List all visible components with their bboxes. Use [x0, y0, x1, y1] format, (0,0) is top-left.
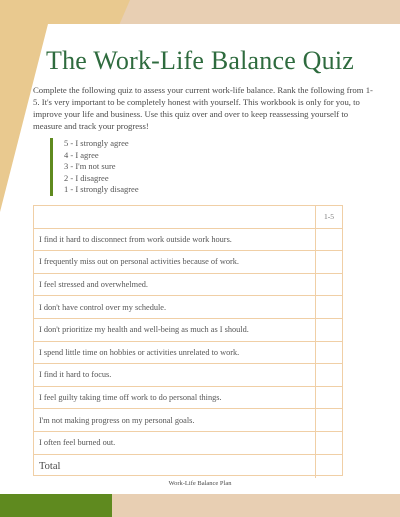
question-cell: I feel guilty taking time off work to do personal things.	[34, 387, 316, 409]
question-cell: I find it hard to disconnect from work outside work hours.	[34, 229, 316, 251]
table-row	[34, 364, 342, 387]
table-header-row	[34, 206, 342, 229]
table-row	[34, 274, 342, 297]
score-cell[interactable]	[316, 387, 342, 409]
question-cell: I often feel burned out.	[34, 432, 316, 454]
table-row	[34, 342, 342, 365]
score-cell[interactable]	[316, 319, 342, 341]
table-row	[34, 296, 342, 319]
scale-item: 5 - I strongly agree	[64, 138, 129, 148]
table-row	[34, 432, 342, 455]
score-header-cell: 1-5	[324, 212, 334, 222]
question-cell: I'm not making progress on my personal goals.	[34, 409, 316, 431]
scale-item: 1 - I strongly disagree	[64, 184, 139, 194]
page-footer: Work-Life Balance Plan	[168, 480, 232, 487]
question-cell: I find it hard to focus.	[34, 364, 316, 386]
scale-item: 4 - I agree	[64, 149, 99, 160]
score-cell[interactable]	[316, 274, 342, 296]
table-row	[34, 319, 342, 342]
bottom-tan-bar	[112, 494, 400, 517]
question-cell: I feel stressed and overwhelmed.	[34, 274, 316, 296]
score-cell[interactable]	[316, 296, 342, 318]
bottom-green-bar	[0, 494, 112, 517]
question-header-cell	[34, 206, 316, 228]
table-row	[34, 409, 342, 432]
page-title: The Work-Life Balance Quiz	[46, 46, 354, 75]
scale-item: 3 - I'm not sure	[64, 161, 116, 171]
quiz-table	[33, 205, 343, 476]
total-label: Total	[34, 455, 316, 478]
total-score-cell[interactable]	[316, 455, 342, 478]
question-cell: I spend little time on hobbies or activities unrelated to work.	[34, 342, 316, 364]
question-cell: I don't have control over my schedule.	[34, 296, 316, 318]
score-cell[interactable]	[316, 409, 342, 431]
score-cell[interactable]	[316, 342, 342, 364]
intro-paragraph: Complete the following quiz to assess your current work-life balance. Rank the following from 1-5. It's very important to be completely honest with yourself. This workbook is only for you, to improve your life and business. Use this quiz over and over to keep reassessing yourself to measure and track your progress!	[33, 85, 373, 131]
question-cell: I don't prioritize my health and well-being as much as I should.	[34, 319, 316, 341]
score-cell[interactable]	[316, 251, 342, 273]
question-cell: I frequently miss out on personal activities because of work.	[34, 251, 316, 273]
score-cell[interactable]	[316, 364, 342, 386]
table-row	[34, 387, 342, 410]
rating-scale	[50, 138, 264, 196]
table-row	[34, 229, 342, 252]
table-row	[34, 251, 342, 274]
total-row	[34, 455, 342, 478]
score-cell[interactable]	[316, 229, 342, 251]
score-cell[interactable]	[316, 432, 342, 454]
scale-item: 2 - I disagree	[64, 172, 109, 183]
